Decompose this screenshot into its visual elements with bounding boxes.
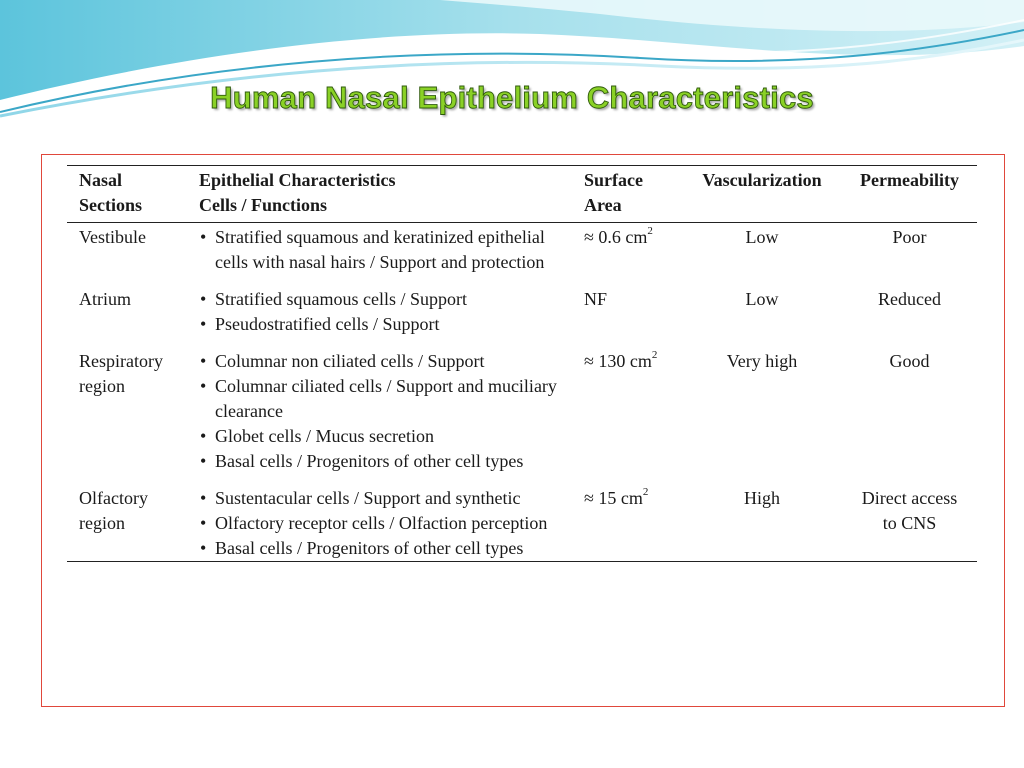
table-row xyxy=(67,474,977,562)
table-header-row xyxy=(67,166,977,223)
list-item: • Basal cells / Progenitors of other cell types xyxy=(199,449,566,474)
vascularization-cell: Very high xyxy=(726,351,798,371)
vascularization-cell: Low xyxy=(745,289,779,309)
permeability-cell: Reduced xyxy=(878,289,941,309)
surface-area-cell: ≈ 130 $cm^2$ xyxy=(584,349,658,371)
list-item: • Columnar ciliated cells / Support and muciliary clearance xyxy=(199,374,566,424)
header-surface-area: Surface Area xyxy=(572,166,682,223)
list-item: • Olfactory receptor cells / Olfaction perception xyxy=(199,511,566,536)
slide-title: Human Nasal Epithelium Characteristics xyxy=(210,80,814,115)
list-item: • Columnar non ciliated cells / Support xyxy=(199,349,566,374)
list-item: • Stratified squamous cells / Support xyxy=(199,287,566,312)
permeability-cell: Poor xyxy=(892,227,927,247)
section-cell: Vestibule xyxy=(79,227,146,247)
table-row xyxy=(67,223,977,276)
characteristics-cell xyxy=(187,223,572,276)
table-row xyxy=(67,337,977,474)
section-cell: Olfactory region xyxy=(67,474,187,562)
characteristics-cell xyxy=(187,474,572,562)
section-cell: Atrium xyxy=(79,289,131,309)
vascularization-cell: Low xyxy=(745,227,779,247)
list-item: • Stratified squamous and keratinized epithelial cells with nasal hairs / Support and protection xyxy=(199,225,566,275)
permeability-cell: Good xyxy=(889,351,930,371)
permeability-cell: Direct access to CNS xyxy=(842,474,977,562)
list-item: • Sustentacular cells / Support and synthetic xyxy=(199,486,566,511)
list-item: • Globet cells / Mucus secretion xyxy=(199,424,566,449)
surface-area-cell: ≈ 0.6 $cm^2$ xyxy=(584,225,653,247)
section-cell: Respiratory region xyxy=(79,351,163,396)
nasal-epithelium-table xyxy=(67,165,977,562)
characteristics-cell xyxy=(187,337,572,474)
table-row xyxy=(67,275,977,337)
characteristics-cell xyxy=(187,275,572,337)
surface-area-cell: ≈ 15 $cm^2$ xyxy=(572,474,682,562)
vascularization-cell: High xyxy=(682,474,842,562)
header-nasal-sections: Nasal Sections xyxy=(67,166,187,223)
header-epithelial-characteristics: Epithelial Characteristics Cells / Functions xyxy=(187,166,572,223)
header-vascularization: Vascularization xyxy=(682,166,842,223)
header-permeability: Permeability xyxy=(842,166,977,223)
list-item: • Pseudostratified cells / Support xyxy=(199,312,566,337)
surface-area-cell: NF xyxy=(584,289,608,309)
list-item: • Basal cells / Progenitors of other cell types xyxy=(199,536,566,561)
